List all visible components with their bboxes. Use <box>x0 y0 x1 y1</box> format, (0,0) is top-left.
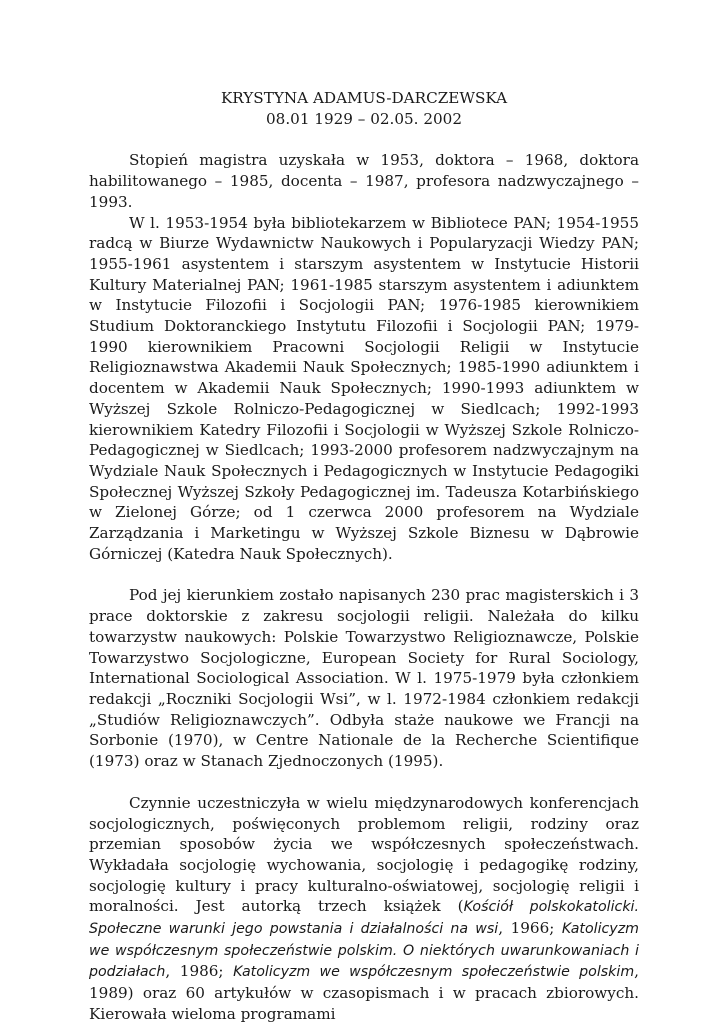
book-title-1: Kościół polskokatolicki. Społeczne warunki jego powstania i działalności na wsi <box>89 899 640 938</box>
publications-text-c: , 1986; <box>165 962 234 981</box>
publications-text-b: , 1966; <box>498 919 562 938</box>
publications-text-d: , 1989) oraz 60 artykułów w czasopismach i w pracach zbiorowych. Kierowała wieloma programami <box>89 962 639 1023</box>
book-title-2: Katolicyzm we współczesnym społeczeństwie polskim. O niektórych uwarunkowaniach i podziałach <box>89 921 639 981</box>
book-title-3: Katolicyzm we współczesnym społeczeństwie polskim <box>233 964 635 981</box>
document-header <box>89 88 639 129</box>
paragraph-supervision: Pod jej kierunkiem zostało napisanych 230 prac magisterskich i 3 prace doktorskie z zakresu socjologii religii. Należała do kilku towarzystw naukowych: Polskie Towarzystwo Religioznawcze, Polskie Towarzystwo Socjologiczne, European Society for Rural Sociology, International Sociological Association. W l. 1975-1979 była członkiem redakcji „Roczniki Socjologii Wsi”, w l. 1972-1984 członkiem redakcji „Studiów Religioznawczych”. Odbyła staże naukowe we Francji na Sorbonie (1970), w Centre Nationale de la Recherche Scientifique (1973) oraz w Stanach Zjednoczonych (1995). <box>89 586 639 771</box>
person-name: KRYSTYNA ADAMUS-DARCZEWSKA <box>220 89 508 107</box>
publications-text-a: Czynnie uczestniczyła w wielu międzynarodowych konferencjach socjologicznych, poświęconych problemom religii, rodziny oraz przemian sposobów życia we współczesnych społeczeństwach. Wykładała socjologię wychowania, socjologię i pedagogikę rodziny, socjologię kultury i pracy kulturalno-oświatowej, socjologię religii i moralności. Jest autorką trzech książek ( <box>89 793 639 916</box>
life-dates: 08.01 1929 – 02.05. 2002 <box>266 109 462 128</box>
paragraph-publications <box>89 793 639 1025</box>
document-page <box>89 88 639 1025</box>
paragraph-career: W l. 1953-1954 była bibliotekarzem w Bibliotece PAN; 1954-1955 radcą w Biurze Wydawnictw Naukowych i Popularyzacji Wiedzy PAN; 1955-1961 asystentem i starszym asystentem w Instytucie Historii Kultury Materialnej PAN; 1961-1985 starszym asystentem i adiunktem w Instytucie Filozofii i Socjologii PAN; 1976-1985 kierownikiem Studium Doktoranckiego Instytutu Filozofii i Socjologii PAN; 1979-1990 kierownikiem Pracowni Socjologii Religii w Instytucie Religioznawstwa Akademii Nauk Społecznych; 1985-1990 adiunktem i docentem w Akademii Nauk Społecznych; 1990-1993 adiunktem w Wyższej Szkole Rolniczo-Pedagogicznej w Siedlcach; 1992-1993 kierownikiem Katedry Filozofii i Socjologii w Wyższej Szkole Rolniczo-Pedagogicznej w Siedlcach; 1993-2000 profesorem nadzwyczajnym na Wydziale Nauk Społecznych i Pedagogicznych w Instytucie Pedagogiki Społecznej Wyższej Szkoły Pedagogicznej im. Tadeusza Kotarbińskiego w Zielonej Górze; od 1 czerwca 2000 profesorem na Wydziale Zarządzania i Marketingu w Wyższej Szkole Biznesu w Dąbrowie Górniczej (Katedra Nauk Społecznych). <box>89 213 639 563</box>
paragraph-degrees: Stopień magistra uzyskała w 1953, doktora – 1968, doktora habilitowanego – 1985, docenta – 1987, profesora nadzwyczajnego – 1993. <box>89 151 639 211</box>
